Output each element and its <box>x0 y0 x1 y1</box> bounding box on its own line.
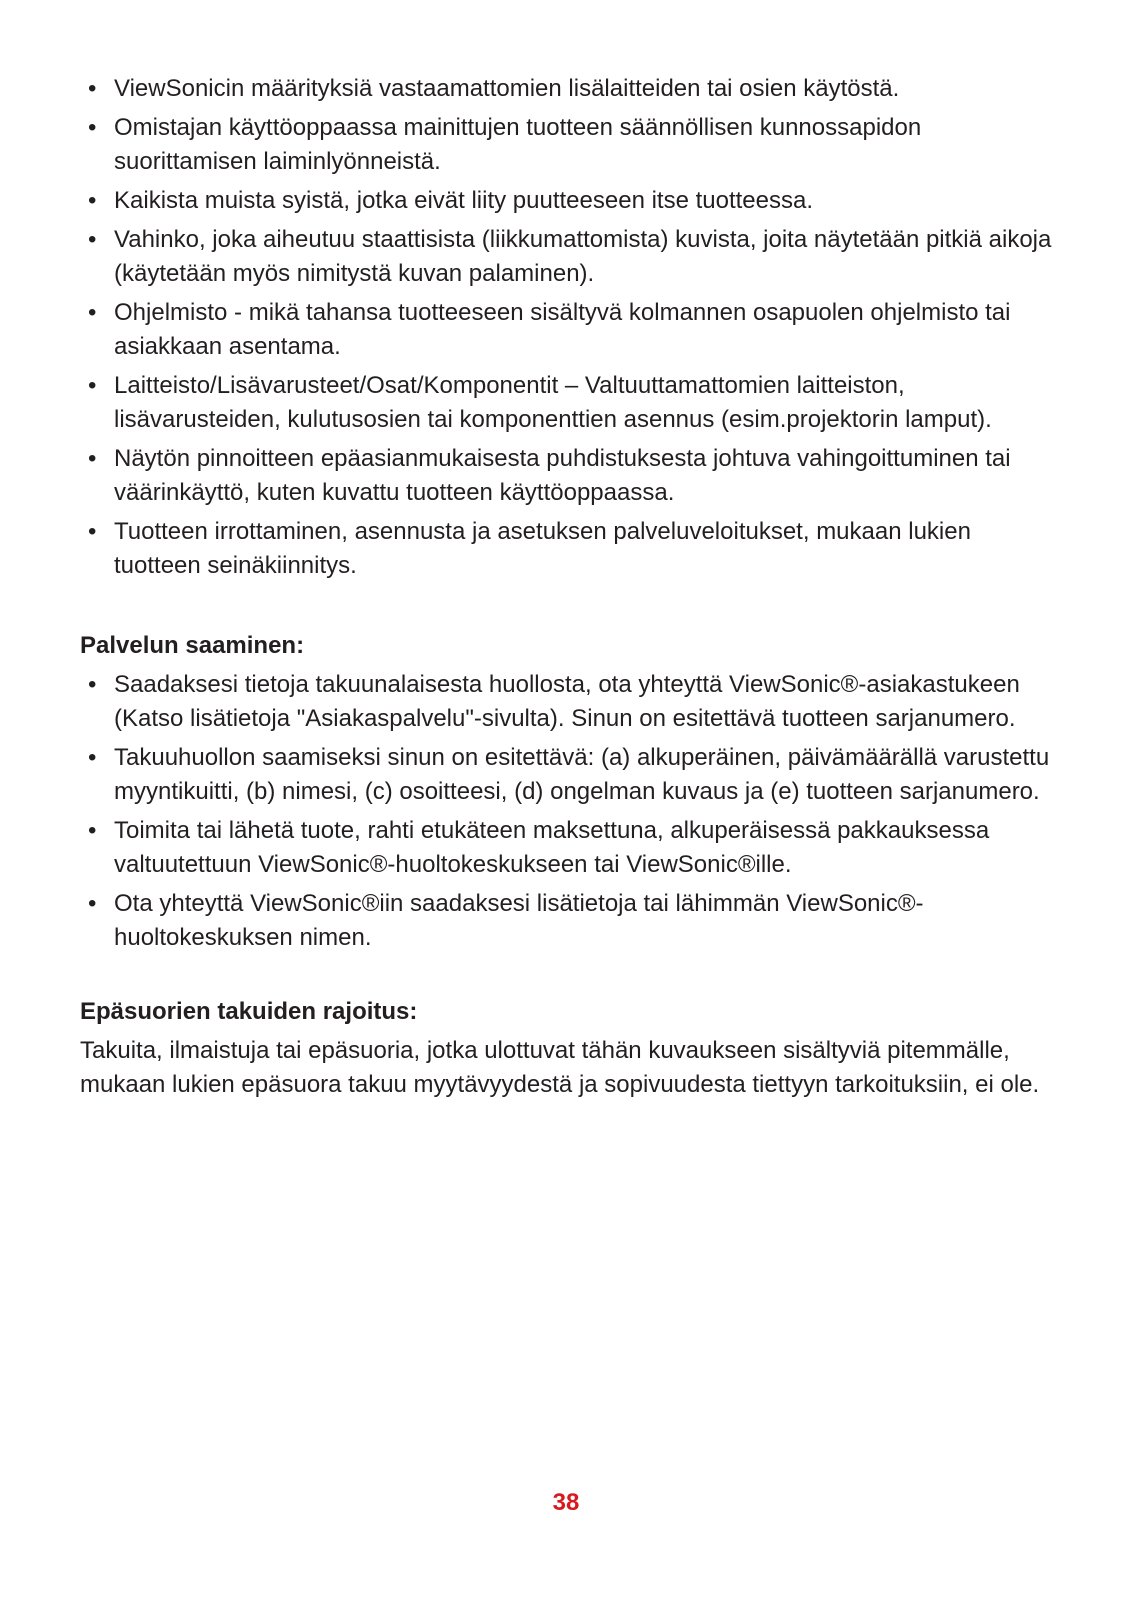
list-item <box>80 223 1060 291</box>
list-item-text: Tuotteen irrottaminen, asennusta ja asetuksen palveluveloitukset, mukaan lukien tuotteen seinäkiinnitys. <box>114 518 971 579</box>
list-item-text: Laitteisto/Lisävarusteet/Osat/Komponentit – Valtuuttamattomien laitteiston, lisävarusteiden, kulutusosien tai komponenttien asennus (esim.projektorin lamput). <box>114 372 992 433</box>
list-item <box>80 296 1060 364</box>
list-item <box>80 887 1060 955</box>
list-item <box>80 369 1060 437</box>
list-item <box>80 741 1060 809</box>
exclusions-list <box>80 72 1060 583</box>
bullet-icon: • <box>88 299 97 326</box>
list-item-text: Saadaksesi tietoja takuunalaisesta huollosta, ota yhteyttä ViewSonic®-asiakastukeen (Katso lisätietoja "Asiakaspalvelu"-sivulta). Sinun on esitettävä tuotteen sarjanumero. <box>114 671 1020 732</box>
list-item <box>80 515 1060 583</box>
list-item-text: Näytön pinnoitteen epäasianmukaisesta puhdistuksesta johtuva vahingoittuminen tai väärinkäyttö, kuten kuvattu tuotteen käyttöoppaassa. <box>114 445 1011 506</box>
list-item-text: Omistajan käyttöoppaassa mainittujen tuotteen säännöllisen kunnossapidon suorittamisen laiminlyönneistä. <box>114 114 922 175</box>
limitation-paragraph: Takuita, ilmaistuja tai epäsuoria, jotka ulottuvat tähän kuvaukseen sisältyviä pitemmälle, mukaan lukien epäsuora takuu myytävyydestä ja sopivuudesta tiettyyn tarkoituksiin, ei ole. <box>80 1037 1040 1098</box>
list-item-text: Ota yhteyttä ViewSonic®iin saadaksesi lisätietoja tai lähimmän ViewSonic®-huoltokeskuksen nimen. <box>114 890 924 951</box>
list-item-text: Ohjelmisto - mikä tahansa tuotteeseen sisältyvä kolmannen osapuolen ohjelmisto tai asiakkaan asentama. <box>114 299 1011 360</box>
list-item-text: Kaikista muista syistä, jotka eivät liity puutteeseen itse tuotteessa. <box>114 187 814 214</box>
bullet-icon: • <box>88 445 97 472</box>
page-body <box>80 72 1060 1102</box>
bullet-icon: • <box>88 890 97 917</box>
list-item <box>80 184 1060 218</box>
list-item <box>80 814 1060 882</box>
bullet-icon: • <box>88 671 97 698</box>
list-item-text: Vahinko, joka aiheutuu staattisista (liikkumattomista) kuvista, joita näytetään pitkiä aikoja (käytetään myös nimitystä kuvan palaminen). <box>114 226 1052 287</box>
service-list <box>80 668 1060 955</box>
list-item-text: Takuuhuollon saamiseksi sinun on esitettävä: (a) alkuperäinen, päivämäärällä varustettu myyntikuitti, (b) nimesi, (c) osoitteesi, (d) ongelman kuvaus ja (e) tuotteen sarjanumero. <box>114 744 1050 805</box>
service-heading: Palvelun saaminen: <box>80 632 305 659</box>
bullet-icon: • <box>88 817 97 844</box>
bullet-icon: • <box>88 187 97 214</box>
list-item <box>80 111 1060 179</box>
bullet-icon: • <box>88 518 97 545</box>
bullet-icon: • <box>88 226 97 253</box>
list-item-text: ViewSonicin määrityksiä vastaamattomien lisälaitteiden tai osien käytöstä. <box>114 75 900 102</box>
bullet-icon: • <box>88 372 97 399</box>
list-item <box>80 442 1060 510</box>
bullet-icon: • <box>88 75 97 102</box>
list-item-text: Toimita tai lähetä tuote, rahti etukäteen maksettuna, alkuperäisessä pakkauksessa valtuutettuun ViewSonic®-huoltokeskukseen tai ViewSonic®ille. <box>114 817 990 878</box>
limitation-heading: Epäsuorien takuiden rajoitus: <box>80 998 418 1025</box>
list-item <box>80 668 1060 736</box>
bullet-icon: • <box>88 744 97 771</box>
bullet-icon: • <box>88 114 97 141</box>
page-number: 38 <box>552 1489 580 1516</box>
list-item <box>80 72 1060 106</box>
